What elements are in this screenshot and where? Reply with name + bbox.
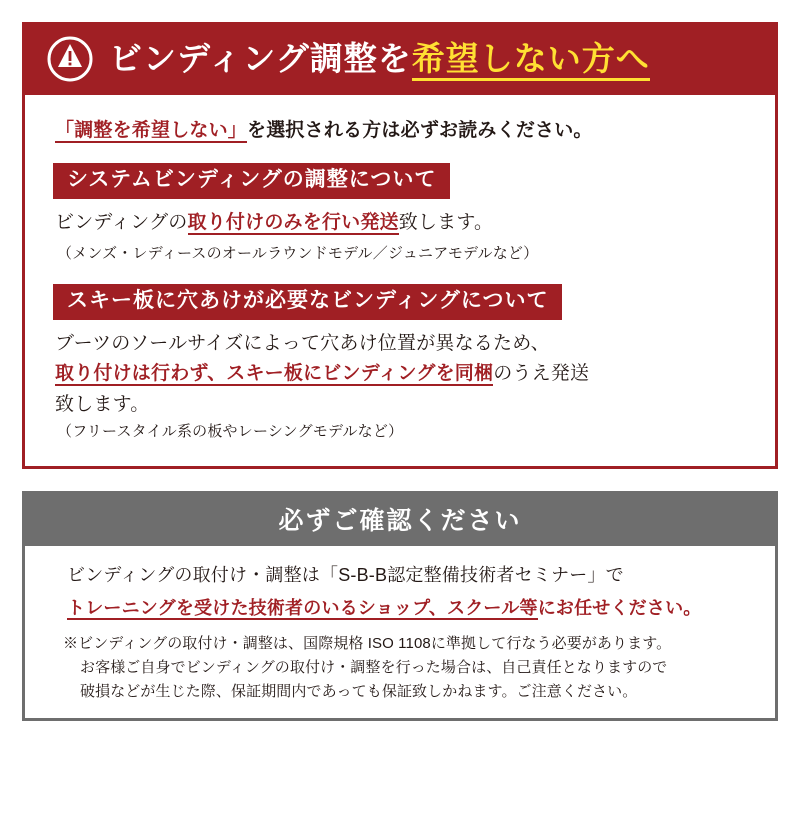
drilling-line-3: 致します。 (55, 393, 150, 415)
binding-adjustment-warning-card (22, 22, 778, 469)
drilling-line-2 (55, 360, 755, 389)
warning-card-body (25, 95, 775, 466)
drilling-line-2-suffix: のうえ発送 (493, 363, 590, 385)
confirm-line-2 (67, 595, 755, 622)
title-highlight-text: 希望しない方へ (412, 40, 650, 81)
system-binding-heading: システムビンディングの調整について (53, 163, 450, 199)
disclaimer-line-1: ※ビンディングの取付け・調整は、国際規格 ISO 1108に準拠して行なう必要があります。 (63, 634, 672, 652)
warning-exclamation-triangle-icon (47, 36, 93, 82)
warning-card-header (25, 25, 775, 95)
drilling-required-heading: スキー板に穴あけが必要なビンディングについて (53, 284, 562, 320)
system-binding-block (45, 163, 755, 266)
confirm-line-2-suffix: にお任せください。 (537, 597, 702, 618)
please-confirm-heading: 必ずご確認ください (25, 494, 775, 546)
system-binding-paragraph (55, 209, 755, 238)
paragraph-suffix-text: 致します。 (398, 211, 494, 233)
paragraph-prefix-text: ビンディングの (55, 211, 188, 233)
drilling-underline-text: 取り付けは行わず、スキー板にビンディングを同梱 (55, 363, 494, 385)
lead-paragraph (55, 117, 755, 145)
lead-quoted-text: 「調整を希望しない」 (55, 120, 248, 141)
disclaimer-line-3: 破損などが生じた際、保証期間内であっても保証致しかねます。ご注意ください。 (80, 682, 638, 700)
drilling-line-1: ブーツのソールサイズによって穴あけ位置が異なるため、 (55, 332, 550, 354)
drilling-required-note: （フリースタイル系の板やレーシングモデルなど） (57, 423, 404, 441)
document-page (0, 22, 800, 822)
warning-card-title (109, 41, 650, 77)
confirm-line-1: ビンディングの取付け・調整は「S-B-B認定整備技術者セミナー」で (67, 564, 624, 585)
lead-rest-text: を選択される方は必ずお読みください。 (247, 120, 593, 141)
confirm-disclaimer (63, 632, 755, 704)
please-confirm-card (22, 491, 778, 721)
please-confirm-body (25, 546, 775, 718)
title-plain-text: ビンディング調整を (109, 39, 412, 77)
confirm-underline-text: トレーニングを受けた技術者のいるショップ、スクール等 (67, 597, 538, 618)
paragraph-underline-text: 取り付けのみを行い発送 (187, 211, 399, 233)
disclaimer-line-2: お客様ご自身でビンディングの取付け・調整を行った場合は、自己責任となりますので (80, 658, 668, 676)
system-binding-note: （メンズ・レディースのオールラウンドモデル／ジュニアモデルなど） (57, 245, 539, 263)
drilling-required-block (45, 284, 755, 444)
